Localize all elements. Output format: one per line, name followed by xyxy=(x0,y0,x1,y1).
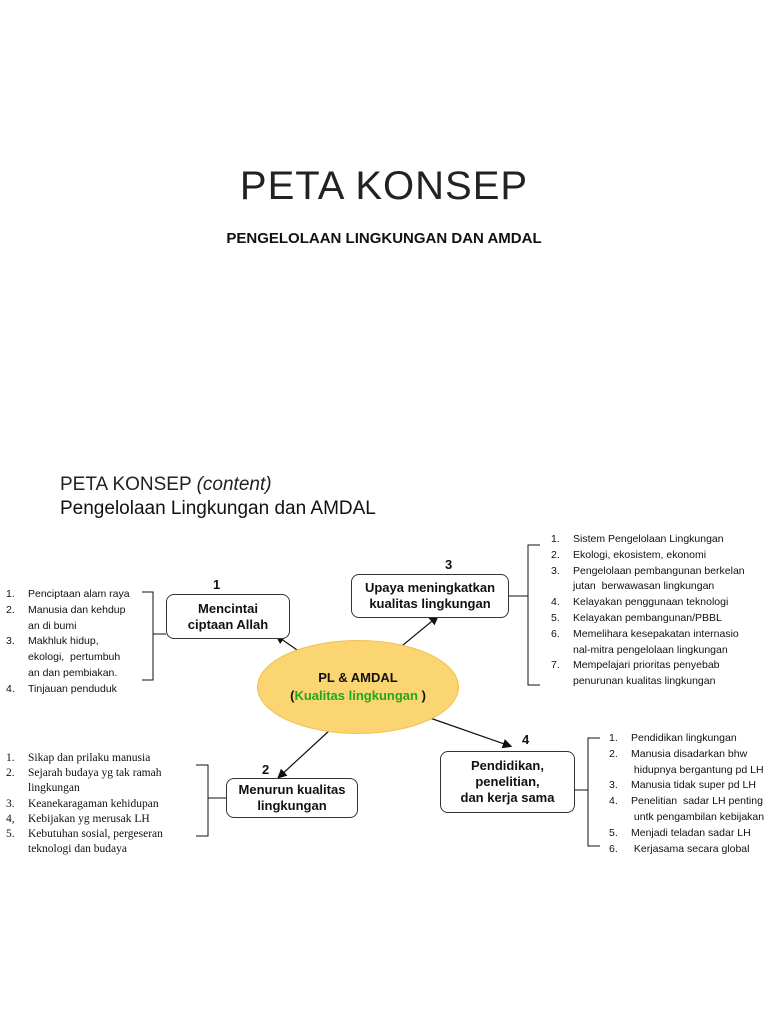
arrow-to-node-2 xyxy=(279,730,330,777)
list-item-number: 4. xyxy=(551,596,560,609)
list-item-number: 3. xyxy=(6,635,15,648)
bracket-list-1 xyxy=(142,592,166,680)
section-subtitle: Pengelolaan Lingkungan dan AMDAL xyxy=(60,498,376,519)
list-item-text: Menjadi teladan sadar LH xyxy=(631,826,751,839)
list-item xyxy=(6,603,130,635)
list-item-text: Penciptaan alam raya xyxy=(28,588,130,600)
list-item xyxy=(551,611,745,627)
section-title-main: PETA KONSEP xyxy=(60,474,197,495)
list-2 xyxy=(6,751,163,857)
list-item xyxy=(551,532,745,548)
list-item-number: 2. xyxy=(6,603,15,616)
center-paren-open: ( xyxy=(290,688,295,703)
node-3-number: 3 xyxy=(445,557,453,572)
list-item-number: 4. xyxy=(6,682,15,695)
list-item xyxy=(609,842,764,858)
list-item-text: Makhluk hidup, ekologi, pertumbuh an dan pembiakan. xyxy=(28,635,121,679)
page-subtitle: PENGELOLAAN LINGKUNGAN DAN AMDAL xyxy=(226,230,542,247)
list-item-number: 5. xyxy=(6,828,15,841)
list-item xyxy=(6,766,163,796)
node-2-box: Menurun kualitas lingkungan xyxy=(226,778,358,818)
list-item xyxy=(551,564,745,596)
list-item-number: 6. xyxy=(551,627,560,640)
list-item-text: Memelihara kesepakatan internasio nal-mitra pengelolaan lingkungan xyxy=(573,627,739,656)
list-item-text: Kebijakan yg merusak LH xyxy=(28,812,150,825)
bracket-list-4 xyxy=(575,738,600,846)
list-item-text: Ekologi, ekosistem, ekonomi xyxy=(573,548,707,561)
list-item-number: 3. xyxy=(551,564,560,577)
list-item-number: 5. xyxy=(551,611,560,624)
list-item-number: 1. xyxy=(6,752,15,764)
list-item xyxy=(6,827,163,857)
list-item xyxy=(6,797,163,812)
list-item xyxy=(551,658,745,690)
list-item-text: Kerjasama secara global xyxy=(631,842,750,855)
section-title-italic: (content) xyxy=(196,474,272,495)
list-item-number: 4. xyxy=(609,795,618,808)
list-item-number: 6. xyxy=(609,842,618,855)
node-4-box: Pendidikan, penelitian, dan kerja sama xyxy=(440,751,575,813)
list-item-number: 4, xyxy=(6,812,15,825)
list-item-text: Tinjauan penduduk xyxy=(28,682,117,695)
list-item-text: Sistem Pengelolaan Lingkungan xyxy=(573,533,724,545)
bracket-list-3 xyxy=(509,545,540,685)
list-item-number: 2. xyxy=(609,747,618,760)
list-item-number: 2. xyxy=(551,548,560,561)
list-item xyxy=(609,794,764,826)
node-3-box: Upaya meningkatkan kualitas lingkungan xyxy=(351,574,509,618)
node-4-number: 4 xyxy=(522,732,530,747)
list-item xyxy=(6,587,130,603)
list-item xyxy=(551,548,745,564)
list-item-number: 2. xyxy=(6,767,15,780)
list-3 xyxy=(551,532,745,690)
bracket-list-2 xyxy=(196,765,226,836)
list-item-text: Manusia dan kehdup an di bumi xyxy=(28,603,126,632)
list-item-text: Pendidikan lingkungan xyxy=(631,732,737,744)
center-ellipse xyxy=(257,640,459,734)
list-item-text: Kebutuhan sosial, pergeseran teknologi dan budaya xyxy=(28,828,163,856)
page-title: PETA KONSEP xyxy=(239,164,529,208)
list-item xyxy=(609,778,764,794)
center-line-1: PL & AMDAL xyxy=(318,670,398,685)
list-item-number: 1. xyxy=(609,732,618,744)
list-item-text: Mempelajari prioritas penyebab penurunan kualitas lingkungan xyxy=(573,659,720,688)
list-item xyxy=(551,595,745,611)
center-line-2 xyxy=(290,687,426,705)
list-item-text: Keanekaragaman kehidupan xyxy=(28,797,159,810)
list-item xyxy=(551,627,745,659)
list-item-text: Sikap dan prilaku manusia xyxy=(28,752,151,764)
list-item-number: 3. xyxy=(6,797,15,810)
list-item-number: 3. xyxy=(609,779,618,792)
list-item xyxy=(6,751,163,766)
list-4 xyxy=(609,731,764,857)
list-item-text: Pengelolaan pembangunan berkelan jutan berwawasan lingkungan xyxy=(573,564,745,593)
list-item xyxy=(609,731,764,747)
node-1-number: 1 xyxy=(213,577,221,592)
arrow-to-node-4 xyxy=(430,718,510,746)
list-item-number: 5. xyxy=(609,826,618,839)
list-item-text: Manusia disadarkan bhw hidupnya bergantung pd LH xyxy=(631,747,764,776)
list-item-number: 7. xyxy=(551,659,560,672)
center-paren-close: ) xyxy=(417,688,426,703)
node-1-box: Mencintai ciptaan Allah xyxy=(166,594,290,639)
list-item xyxy=(609,747,764,779)
list-item-number: 1. xyxy=(551,533,560,545)
list-1 xyxy=(6,587,130,698)
list-item-text: Manusia tidak super pd LH xyxy=(631,779,756,792)
list-item xyxy=(6,812,163,827)
list-item-text: Sejarah budaya yg tak ramah lingkungan xyxy=(28,767,162,795)
list-item-text: Kelayakan penggunaan teknologi xyxy=(573,596,729,609)
list-item-text: Penelitian sadar LH penting untk pengambilan kebijakan xyxy=(631,795,765,823)
list-item xyxy=(609,826,764,842)
list-item xyxy=(6,634,130,681)
center-green-text: Kualitas lingkungan xyxy=(294,688,418,703)
list-item-text: Kelayakan pembangunan/PBBL xyxy=(573,611,722,624)
list-item-number: 1. xyxy=(6,588,15,600)
node-2-number: 2 xyxy=(262,762,270,777)
list-item xyxy=(6,682,130,698)
